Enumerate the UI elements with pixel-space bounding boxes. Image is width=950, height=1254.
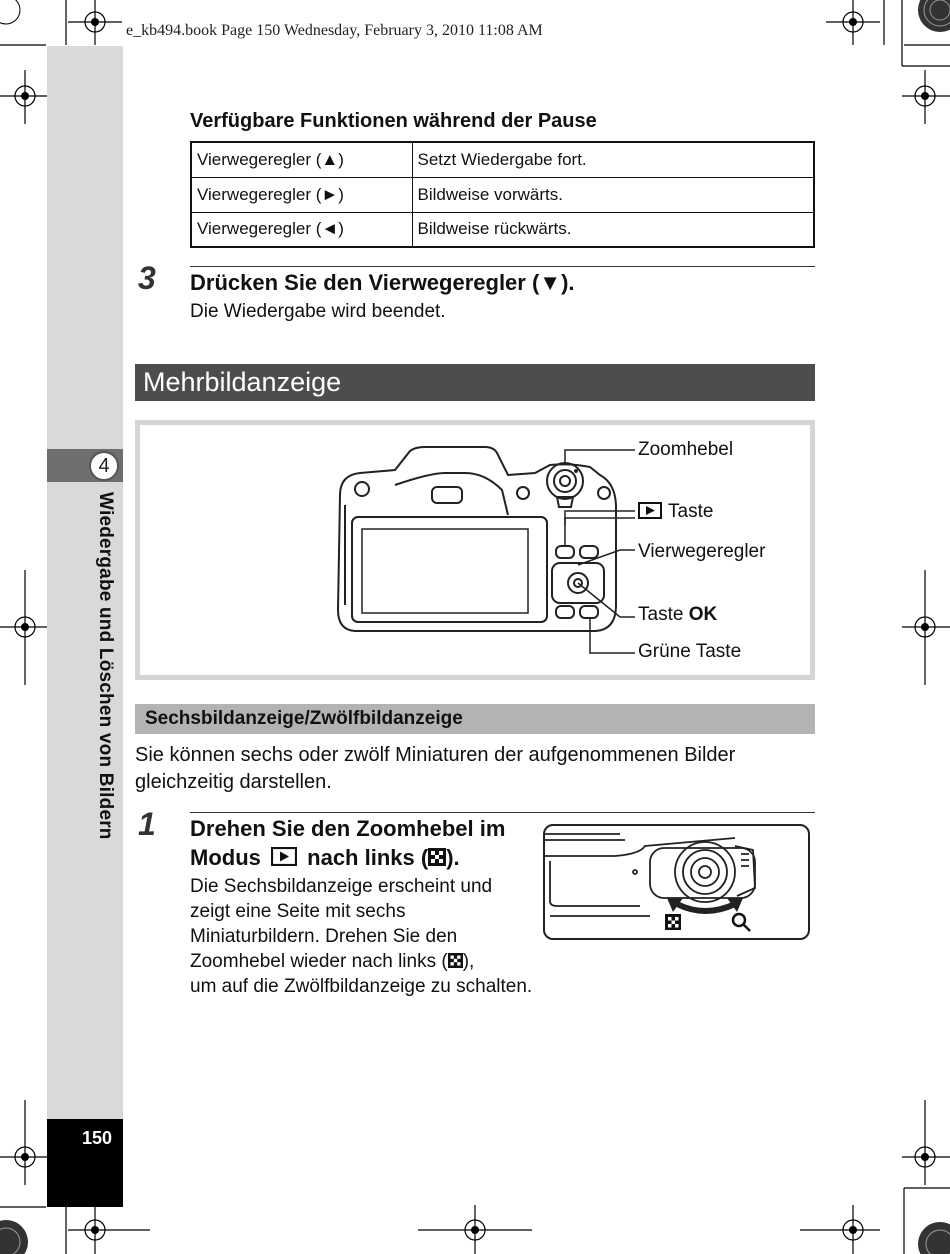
chapter-number: 4 [89,451,119,481]
step-divider [190,812,815,813]
step-1-text-line-5: um auf die Zwölfbildanzeige zu schalten. [190,976,533,997]
step-divider [190,266,815,267]
pause-table-title: Verfügbare Funktionen während der Pause [190,110,597,132]
zoom-lever-illustration [543,824,810,940]
thumbnail-grid-icon [665,914,681,930]
thumbnail-grid-icon [428,848,446,866]
thumbnail-grid-icon [448,953,463,968]
label-ok-prefix: Taste [638,604,689,625]
step-1-number: 1 [138,806,156,842]
print-header: e_kb494.book Page 150 Wednesday, February 3, 2010 11:08 AM [126,22,543,39]
table-row [191,142,814,177]
step-1-text-line-4-b: ), [462,951,475,972]
table-cell: Vierwegeregler (▲) [191,142,412,177]
pause-functions-table [190,141,815,248]
label-play-button [638,501,713,523]
table-cell: Vierwegeregler (►) [191,177,412,212]
step-3-text: Die Wiedergabe wird beendet. [190,301,446,322]
table-cell: Bildweise vorwärts. [412,177,814,212]
chapter-title: Wiedergabe und Löschen von Bildern [95,492,116,840]
intro-text: Sie können sechs oder zwölf Miniaturen der aufgenommenen Bilder gleichzeitig darstellen. [135,744,736,793]
label-play-button-text: Taste [668,501,714,522]
table-cell: Bildweise rückwärts. [412,212,814,247]
step-1-heading-line-2 [190,845,460,871]
step-1-text-line-1: Die Sechsbildanzeige erscheint und [190,876,493,897]
table-row [191,212,814,247]
label-zoom-lever: Zoomhebel [638,439,734,460]
play-icon [271,847,297,866]
step-1-text-line-4 [190,949,474,975]
page-number: 150 [82,1128,113,1148]
step-1-heading-line-1: Drehen Sie den Zoomhebel im [190,816,506,841]
table-cell: Setzt Wiedergabe fort. [412,142,814,177]
step-1-text-line-2: zeigt eine Seite mit sechs [190,901,406,922]
table-cell: Vierwegeregler (◄) [191,212,412,247]
label-ok-button [638,604,717,626]
step-3-number: 3 [138,260,156,296]
step-1-heading-mode: Modus [190,845,261,870]
step-1-text-line-4-a: Zoomhebel wieder nach links ( [190,951,448,972]
play-icon [638,502,662,519]
section-title: Mehrbildanzeige [135,364,815,401]
step-1-heading-end: ). [446,845,460,870]
table-row [191,177,814,212]
subsection-title: Sechsbildanzeige/Zwölfbildanzeige [135,704,815,734]
label-ok-suffix: OK [688,604,718,625]
step-1-heading-left: nach links ( [307,845,429,870]
label-green-button: Grüne Taste [638,641,742,662]
zoom-lever-drawing [545,826,808,938]
label-four-way: Vierwegeregler [638,541,766,562]
step-3-heading: Drücken Sie den Vierwegeregler (▼). [190,270,575,295]
magnifier-icon [733,914,750,931]
camera-diagram [135,420,815,680]
step-1-text-line-3: Miniaturbildern. Drehen Sie den [190,926,458,947]
